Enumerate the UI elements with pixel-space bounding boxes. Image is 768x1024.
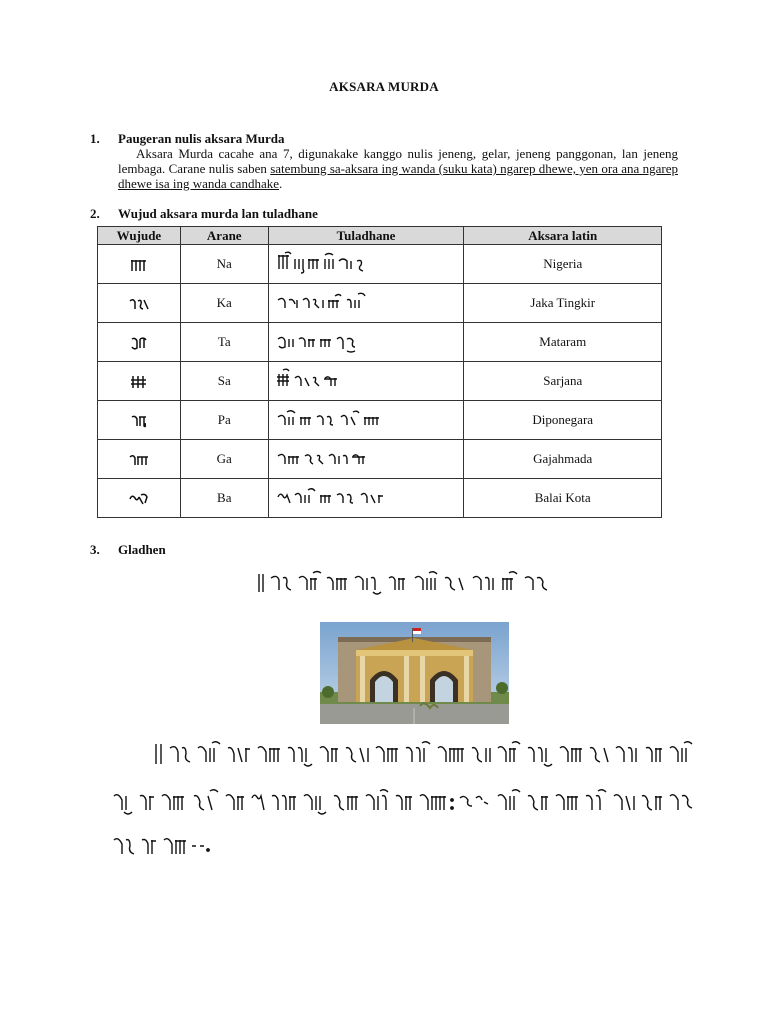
tuladha-diponegara-glyph: [275, 407, 395, 433]
section-1-heading: 1. Paugeran nulis aksara Murda: [90, 131, 285, 146]
gladhen-javanese-line-2: [150, 738, 705, 770]
underlined-rule: satembung sa-aksara ing wanda (suku kata) ngarep dhewe, yen ora ana ngarep dhewe isa ing wanda candhake: [118, 161, 678, 191]
tuladhane-glyph: [268, 362, 464, 401]
latin-cell: Sarjana: [464, 362, 662, 401]
latin-cell: Nigeria: [464, 245, 662, 284]
table-row: [98, 284, 662, 323]
aksara-ga-murda-glyph: [128, 452, 150, 468]
table-header-row: [98, 227, 662, 245]
table-row: [98, 323, 662, 362]
table-row: [98, 479, 662, 518]
tuladha-balai-kota-glyph: [275, 485, 405, 511]
tuladhane-glyph: [268, 284, 464, 323]
rules-paragraph: Aksara Murda cacahe ana 7, digunakake kanggo nulis jeneng, gelar, jeneng panggonan, lan jeneng lembaga. Carane nulis saben satembung sa-aksara ing wanda (suku kata) ngarep dhewe, yen ora ana ngarep dhewe isa ing wanda candhake.: [118, 146, 678, 191]
header-wujude: Wujude: [98, 227, 181, 245]
arane-cell: Sa: [180, 362, 268, 401]
tuladha-jaka-tingkir-glyph: [275, 290, 375, 316]
aksara-murda-table: [97, 226, 662, 518]
aksara-ta-murda-glyph: [129, 335, 149, 351]
tuladhane-glyph: [268, 323, 464, 362]
aksara-sa-murda-glyph: [129, 374, 149, 390]
gladhen-javanese-line-4: [110, 830, 220, 862]
tuladha-gajahmada-glyph: [275, 446, 375, 472]
wujude-glyph: [98, 479, 181, 518]
gladhen-javanese-line-3: [110, 786, 705, 818]
header-tuladhane: Tuladhane: [268, 227, 464, 245]
section-3-heading: 3. Gladhen: [90, 542, 166, 557]
aksara-na-murda-glyph: [129, 257, 149, 273]
table-row: [98, 401, 662, 440]
aksara-ba-murda-glyph: [128, 491, 150, 507]
latin-cell: Balai Kota: [464, 479, 662, 518]
wujude-glyph: [98, 440, 181, 479]
latin-cell: Jaka Tingkir: [464, 284, 662, 323]
wujude-glyph: [98, 284, 181, 323]
arane-cell: Ga: [180, 440, 268, 479]
section-2-heading: 2. Wujud aksara murda lan tuladhane: [90, 206, 318, 221]
gladhen-javanese-line-1: [255, 568, 565, 600]
arane-cell: Ka: [180, 284, 268, 323]
gate-photo: [320, 622, 509, 724]
wujude-glyph: [98, 323, 181, 362]
tuladhane-glyph: [268, 245, 464, 284]
tuladha-sarjana-glyph: [275, 368, 345, 394]
arane-cell: Ta: [180, 323, 268, 362]
latin-cell: Gajahmada: [464, 440, 662, 479]
tuladha-mataram-glyph: [275, 329, 365, 355]
arane-cell: Pa: [180, 401, 268, 440]
table-row: [98, 245, 662, 284]
wujude-glyph: [98, 362, 181, 401]
aksara-pa-murda-glyph: [129, 413, 149, 429]
page-title: AKSARA MURDA: [329, 79, 439, 94]
arane-cell: Na: [180, 245, 268, 284]
latin-cell: Diponegara: [464, 401, 662, 440]
wujude-glyph: [98, 401, 181, 440]
monument-gate-image: [320, 622, 509, 724]
tuladha-nigeria-glyph: [275, 251, 375, 277]
wujude-glyph: [98, 245, 181, 284]
table-row: [98, 440, 662, 479]
tuladhane-glyph: [268, 401, 464, 440]
aksara-ka-murda-glyph: [128, 296, 150, 312]
tuladhane-glyph: [268, 440, 464, 479]
header-aksara-latin: Aksara latin: [464, 227, 662, 245]
arane-cell: Ba: [180, 479, 268, 518]
table-row: [98, 362, 662, 401]
latin-cell: Mataram: [464, 323, 662, 362]
tuladhane-glyph: [268, 479, 464, 518]
header-arane: Arane: [180, 227, 268, 245]
